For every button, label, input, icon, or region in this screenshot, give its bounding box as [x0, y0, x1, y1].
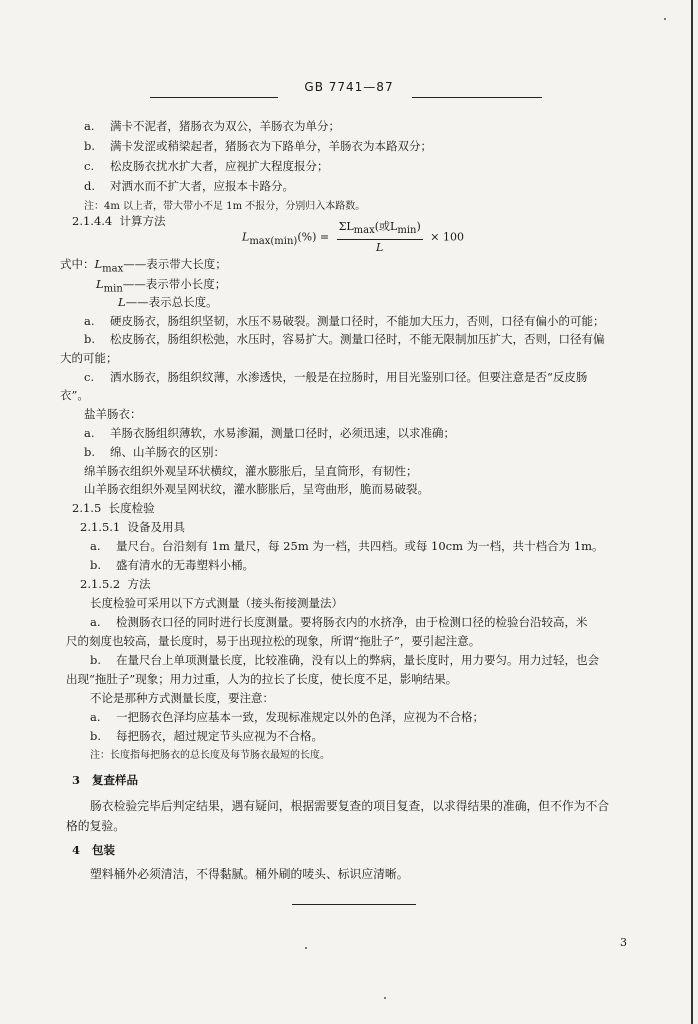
- section-heading: 2.1.4.4 计算方法: [72, 214, 166, 228]
- subsection-title: 盐羊肠衣：: [84, 407, 142, 421]
- section-heading: 3 复查样品: [72, 773, 139, 787]
- list-item: a. 硬皮肠衣，肠组织坚韧，水压不易破裂。测量口径时，不能加大压力，否则，口径有偏小的可能；: [84, 314, 605, 328]
- section-heading: 2.1.5.2 方法: [80, 577, 151, 591]
- formula: $L_{max(min)}(\%)$ = $\frac{\Sigma L_{max}(或L_{min})}{L}$ × 100: [242, 220, 465, 255]
- list-item: d. 对洒水而不扩大者，应报本卡路分。: [84, 179, 294, 193]
- paragraph: 山羊肠衣组织外观呈网状纹，灌水膨胀后，呈弯曲形，脆而易破裂。: [84, 482, 429, 496]
- list-item: a. 羊肠衣肠组织薄软，水易渗漏，测量口径时，必须迅速，以求准确；: [84, 426, 455, 440]
- list-item: c. 洒水肠衣，肠组织纹薄，水渗透快，一般是在拉肠时，用目光鉴别口径。但要注意是否“反皮肠: [84, 370, 588, 384]
- formula-legend-item: 式中：$L_{max}——$表示带大长度；: [60, 257, 227, 275]
- list-item: a. 检测肠衣口径的同时进行长度测量。要将肠衣内的水挤净，由于检测口径的检验台沿较高，米: [90, 615, 588, 629]
- list-item: a. 满卡不泥者，猪肠衣为双公，羊肠衣为单分；: [84, 119, 340, 133]
- list-item-continuation: 衣”。: [60, 388, 89, 402]
- list-item: b. 盛有清水的无毒塑料小桶。: [90, 558, 254, 572]
- list-item: b. 绵、山羊肠衣的区别：: [84, 445, 225, 459]
- list-item: b. 松皮肠衣，肠组织松弛，水压时，容易扩大。测量口径时，不能无限制加压扩大，否则，口径有偏: [84, 332, 605, 346]
- note: 注：长度指每把肠衣的总长度及每节肠衣最短的长度。: [90, 750, 330, 761]
- formula-legend-item: L——表示总长度。: [118, 295, 218, 309]
- header-rule-right: [412, 97, 542, 98]
- scan-speck: [384, 997, 386, 999]
- list-item-continuation: 出现“拖肚子”现象；用力过重，人为的拉长了长度，使长度不足，影响结果。: [66, 672, 458, 686]
- formula-legend-item: $L_{min}——$表示带小长度；: [96, 277, 227, 295]
- paragraph: 塑料桶外必须清洁，不得黏腻。桶外刷的唛头、标识应清晰。: [90, 867, 409, 881]
- list-item-continuation: 大的可能；: [60, 351, 118, 365]
- list-item: b. 满卡发涩或稍梁起者，猪肠衣为下路单分，羊肠衣为本路双分；: [84, 139, 432, 153]
- end-rule: [292, 904, 416, 905]
- list-item: b. 在量尺台上单项测量长度，比较准确，没有以上的弊病，量长度时，用力要匀。用力过轻，也会: [90, 653, 599, 667]
- section-heading: 2.1.5.1 设备及用具: [80, 520, 186, 534]
- standard-number-header: GB 7741—87: [304, 80, 394, 94]
- list-item: a. 一把肠衣色泽均应基本一致，发现标准规定以外的色泽，应视为不合格；: [90, 710, 484, 724]
- formula-fraction: $\frac{\Sigma L_{max}(或L_{min})}{L}$: [338, 220, 421, 255]
- note: 注：4m 以上者，带大带小不足 1m 不报分，分别归入本路数。: [84, 201, 366, 212]
- header-rule-left: [150, 97, 278, 98]
- list-item: b. 每把肠衣，超过规定节头应视为不合格。: [90, 729, 323, 743]
- section-heading: 2.1.5 长度检验: [72, 501, 155, 515]
- section-heading: 4 包装: [72, 843, 116, 857]
- list-item: a. 量尺台。台沿刻有 1m 量尺，每 25m 为一档，共四档。或每 10cm 为一档，共十档合为 1m。: [90, 539, 604, 553]
- paragraph: 不论是那种方式测量长度，要注意：: [90, 691, 274, 705]
- paragraph: 绵羊肠衣组织外观呈环状横纹，灌水膨胀后，呈直筒形，有韧性；: [84, 464, 418, 478]
- paragraph: 格的复验。: [66, 819, 125, 833]
- page-number: 3: [620, 936, 627, 949]
- scan-speck: [305, 947, 307, 949]
- scan-speck: [664, 18, 666, 20]
- scan-edge: [691, 0, 693, 1024]
- list-item-continuation: 尺的刻度也较高，量长度时，易于出现拉松的现象，所谓“拖肚子”，要引起注意。: [66, 634, 481, 648]
- paragraph: 长度检验可采用以下方式测量（接头衔接测量法）: [90, 596, 343, 610]
- list-item: c. 松皮肠衣扰水扩大者，应视扩大程度报分；: [84, 159, 329, 173]
- paragraph: 肠衣检验完毕后判定结果，遇有疑问，根据需要复查的项目复查，以求得结果的准确，但不作为不合: [90, 799, 610, 813]
